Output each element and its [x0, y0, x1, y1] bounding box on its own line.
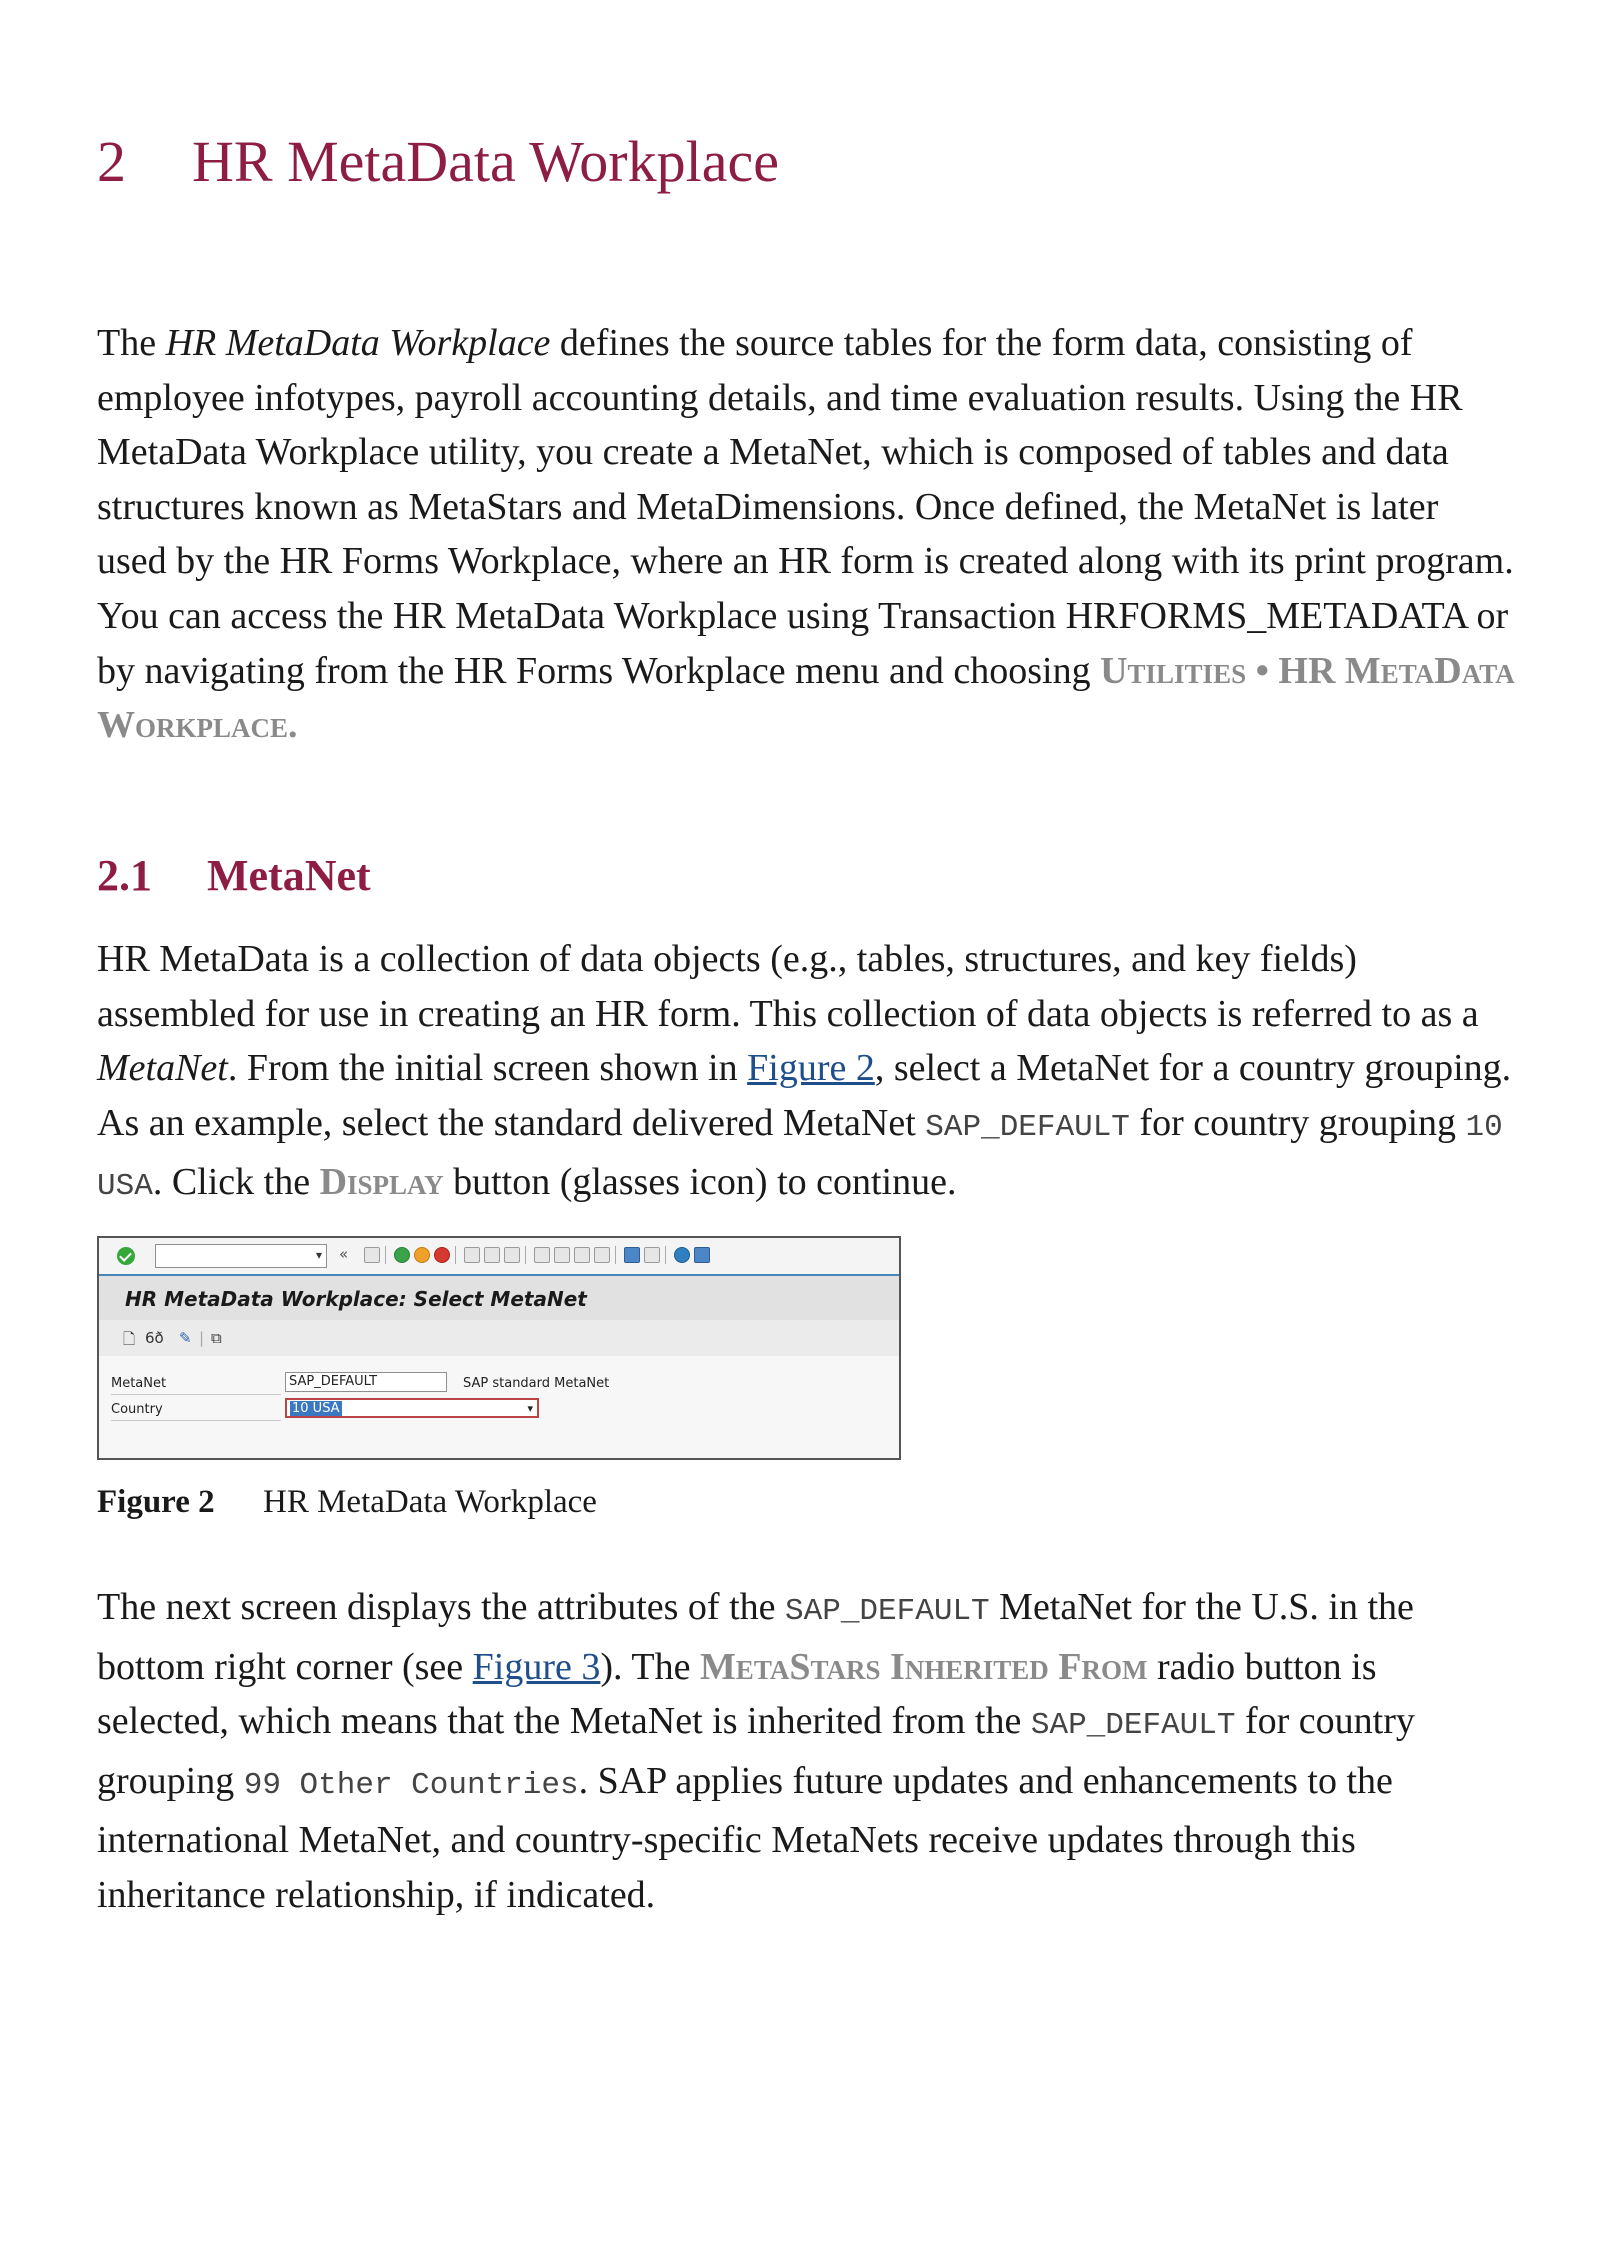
text: The	[97, 322, 166, 364]
country-value: 10 USA	[292, 1401, 340, 1416]
new-session-icon[interactable]	[624, 1247, 640, 1263]
text: MetaNet for the U.S. in the bottom right corner (see	[97, 1586, 1414, 1688]
shortcut-icon[interactable]	[644, 1247, 660, 1263]
command-field[interactable]	[155, 1244, 327, 1268]
text: The next screen displays the attributes of the	[97, 1586, 786, 1628]
collapse-icon[interactable]: «	[339, 1245, 349, 1263]
find-icon[interactable]	[484, 1247, 500, 1263]
previous-page-icon[interactable]	[554, 1247, 570, 1263]
section-title-text: MetaNet	[207, 851, 371, 900]
metanet-description: SAP standard MetaNet	[463, 1376, 610, 1391]
text: , select a MetaNet for a country grouping. As an example, select the standard delivered MetaNet	[97, 1047, 1512, 1144]
separator: |	[199, 1329, 205, 1347]
window-title-bar	[99, 1276, 899, 1320]
code-country: 10 USA	[97, 1109, 1503, 1205]
country-label: Country	[111, 1402, 163, 1417]
metanet-label: MetaNet	[111, 1376, 167, 1391]
help-icon[interactable]	[674, 1247, 690, 1263]
code-sap-default: SAP_DEFAULT	[785, 1594, 990, 1629]
last-page-icon[interactable]	[594, 1247, 610, 1263]
separator	[525, 1246, 526, 1264]
text: defines the source tables for the form data, consisting of employee infotypes, payroll accounting details, and time evaluation results. Using the HR MetaData Workplace utility, you create a MetaNet, which is composed of tables and data structures known as MetaStars and MetaDimensions. Once defined, the MetaNet is later used by the HR Forms Workplace, where an HR form is created along with its print program. You can access the HR MetaData Workplace using Transaction HRFORMS_METADATA or by navigating from the HR Forms Workplace menu and choosing	[97, 322, 1514, 692]
country-select[interactable]	[285, 1398, 539, 1418]
chevron-down-icon: ▾	[315, 1248, 322, 1262]
metastars-inherited-option-ref: MetaStars Inherited From	[699, 1645, 1148, 1688]
divider	[111, 1394, 281, 1395]
text: . Click the	[152, 1161, 320, 1204]
code-other-countries: 99 Other Countries	[243, 1767, 579, 1803]
divider	[111, 1420, 281, 1421]
sap-screenshot	[97, 1236, 901, 1460]
figure-label: Figure 2	[97, 1484, 215, 1520]
exit-icon[interactable]	[414, 1247, 430, 1263]
metanet-paragraph	[97, 932, 1517, 1215]
chapter-title-text: HR MetaData Workplace	[192, 129, 779, 194]
text: for country grouping	[1129, 1101, 1466, 1144]
separator	[665, 1246, 666, 1264]
chapter-number: 2	[97, 129, 126, 194]
text: .	[288, 704, 298, 747]
separator	[385, 1246, 386, 1264]
text: radio button is selected, which means that the MetaNet is inherited from the	[97, 1645, 1377, 1743]
text: button (glasses icon) to continue.	[443, 1161, 957, 1204]
display-glasses-icon[interactable]: 6ð	[145, 1329, 164, 1347]
figure-caption	[97, 1484, 597, 1521]
attributes-paragraph	[97, 1580, 1517, 1923]
section-number: 2.1	[97, 851, 152, 900]
text: HR MetaData is a collection of data objects (e.g., tables, structures, and key fields) assembled for use in creating an HR form. This collection of data objects is referred to as a	[97, 938, 1479, 1035]
cancel-icon[interactable]	[434, 1247, 450, 1263]
system-toolbar	[99, 1238, 899, 1276]
find-next-icon[interactable]	[504, 1247, 520, 1263]
menu-path-utilities: Utilities	[1100, 649, 1247, 692]
create-icon[interactable]: 🗋	[123, 1330, 136, 1348]
enter-icon[interactable]	[117, 1247, 135, 1265]
separator	[455, 1246, 456, 1264]
intro-paragraph	[97, 316, 1517, 753]
display-button-ref: Display	[319, 1161, 444, 1204]
emphasis: HR MetaData Workplace	[165, 322, 551, 364]
window-title: HR MetaData Workplace: Select MetaNet	[125, 1287, 587, 1311]
code-sap-default: SAP_DEFAULT	[925, 1109, 1130, 1145]
section-title	[97, 850, 371, 901]
metanet-input[interactable]	[285, 1372, 447, 1392]
back-icon[interactable]	[394, 1247, 410, 1263]
metanet-value: SAP_DEFAULT	[289, 1374, 378, 1389]
figure-3-link[interactable]: Figure 3	[472, 1645, 601, 1688]
chevron-down-icon: ▾	[527, 1402, 533, 1415]
copy-icon[interactable]: ⧉	[211, 1329, 222, 1347]
first-page-icon[interactable]	[534, 1247, 550, 1263]
text: . SAP applies future updates and enhancements to the international MetaNet, and country-specific MetaNets receive updates through this inheritance relationship, if indicated.	[97, 1759, 1393, 1916]
text: for country grouping	[97, 1700, 1415, 1802]
selection-form	[99, 1356, 899, 1460]
print-icon[interactable]	[464, 1247, 480, 1263]
menu-path-workplace: HR MetaData Workplace	[97, 649, 1515, 747]
separator	[615, 1246, 616, 1264]
layout-icon[interactable]	[694, 1247, 710, 1263]
text: ). The	[600, 1645, 700, 1688]
application-toolbar	[99, 1320, 899, 1357]
chapter-title	[97, 128, 779, 195]
text: . From the initial screen shown in	[227, 1047, 748, 1090]
next-page-icon[interactable]	[574, 1247, 590, 1263]
save-icon[interactable]	[364, 1247, 380, 1263]
menu-path-separator: •	[1246, 649, 1279, 692]
figure-caption-text: HR MetaData Workplace	[263, 1484, 597, 1520]
emphasis: MetaNet	[97, 1047, 228, 1090]
edit-icon[interactable]: ✎	[179, 1329, 192, 1347]
code-sap-default: SAP_DEFAULT	[1030, 1708, 1236, 1744]
figure-2-link[interactable]: Figure 2	[747, 1047, 875, 1090]
